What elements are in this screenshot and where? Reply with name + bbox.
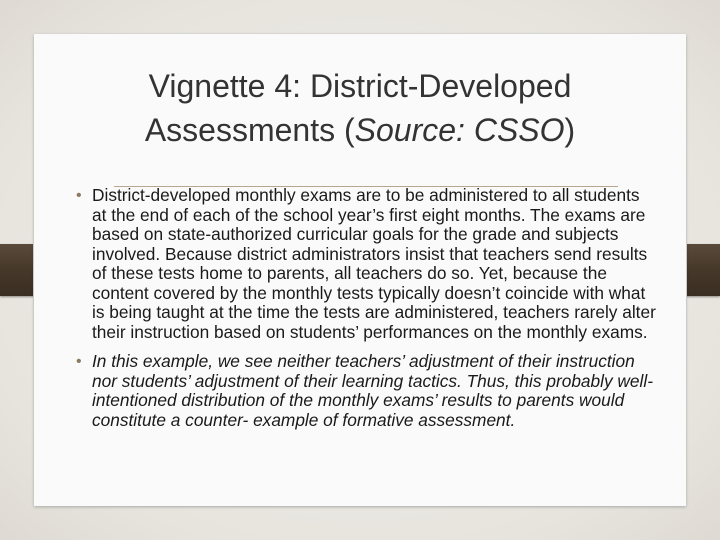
title-line-2-text: Assessments ( — [144, 112, 355, 148]
title-close-paren: ) — [564, 112, 576, 148]
title-line-1: Vignette 4: District-Developed — [148, 68, 572, 104]
bullet-item — [76, 351, 656, 430]
right-decorative-tab — [684, 244, 720, 296]
title-source: Source: CSSO — [354, 112, 565, 148]
bullet-text: In this example, we see neither teachers’ adjustment of their instruction nor students’ adjustment of their learning tactics. Thus, this probably well-intentioned distribution of the monthly exams’ results to parents would constitute a counter- example of formative assessment. — [92, 351, 653, 430]
bullet-dot-icon: • — [76, 187, 82, 204]
slide-paper — [34, 34, 686, 506]
left-decorative-tab — [0, 244, 36, 296]
bullet-item — [76, 185, 656, 342]
title-line-2 — [74, 108, 646, 152]
slide-title — [74, 64, 646, 152]
bullet-dot-icon: • — [76, 353, 82, 370]
bullet-list — [76, 185, 656, 440]
bullet-text: District-developed monthly exams are to be administered to all students at the end of each of the school year’s first eight months. The exams are based on state-authorized curricular goals for the grade and subjects involved. Because district administrators insist that teachers send results of these tests home to parents, all teachers do so. Yet, because the content covered by the monthly tests typically doesn’t coincide with what is being taught at the time the tests are administered, teachers rarely alter their instruction based on students’ performances on the monthly exams. — [92, 185, 656, 342]
